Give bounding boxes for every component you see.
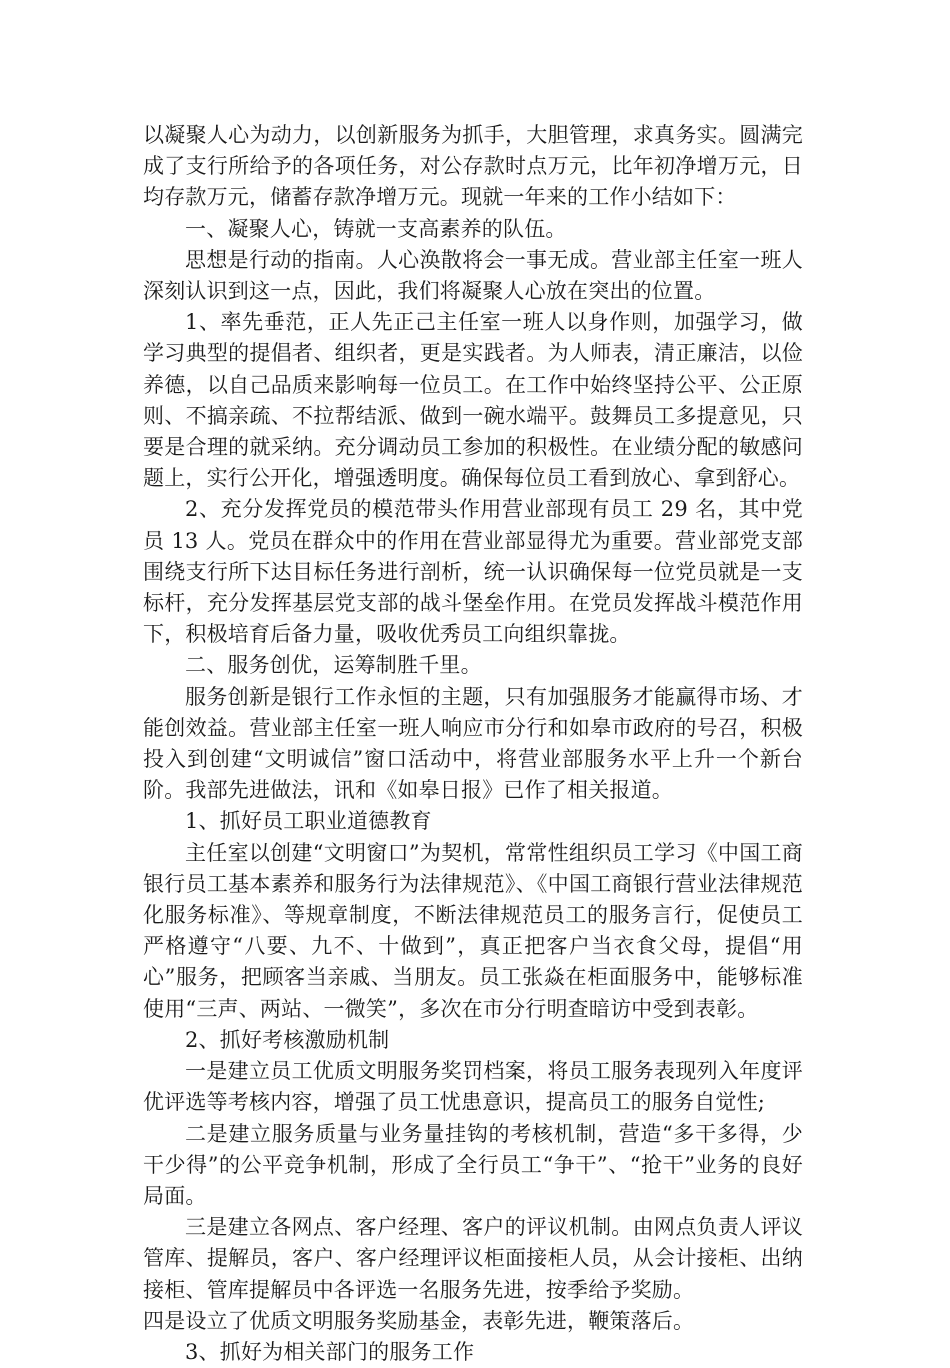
paragraph: 思想是行动的指南。人心涣散将会一事无成。营业部主任室一班人深刻认识到这一点，因此，我们将凝聚人心放在突出的位置。 — [143, 247, 803, 304]
document-body — [143, 120, 803, 1368]
paragraph: 一是建立员工优质文明服务奖罚档案，将员工服务表现列入年度评优评选等考核内容，增强了员工忧患意识，提高员工的服务自觉性; — [143, 1059, 803, 1115]
paragraph: 2、充分发挥党员的模范带头作用营业部现有员工 29 名，其中党员 13 人。党员在群众中的作用在营业部显得尤为重要。营业部党支部围绕支行所下达目标任务进行剖析，统一认识确保每一位党员就是一支标杆，充分发挥基层党支部的战斗堡垒作用。在党员发挥战斗模范作用下，积极培育后备力量，吸收优秀员工向组织靠拢。 — [143, 497, 803, 647]
section-heading-2: 二、服务创优，运筹制胜千里。 — [185, 653, 482, 678]
paragraph: 1、率先垂范，正人先正己主任室一班人以身作则，加强学习，做学习典型的提倡者、组织者，更是实践者。为人师表，清正廉洁，以俭养德，以自己品质来影响每一位员工。在工作中始终坚持公平、公正原则、不搞亲疏、不拉帮结派、做到一碗水端平。鼓舞员工多提意见，只要是合理的就采纳。充分调动员工参加的积极性。在业绩分配的敏感问题上，实行公开化，增强透明度。确保每位员工看到放心、拿到舒心。 — [143, 310, 803, 491]
paragraph: 二是建立服务质量与业务量挂钩的考核机制，营造“多干多得，少干少得”的公平竞争机制，形成了全行员工“争干”、“抢干”业务的良好局面。 — [143, 1121, 803, 1208]
paragraph: 四是设立了优质文明服务奖励基金，表彰先进，鞭策落后。 — [143, 1308, 695, 1333]
paragraph: 主任室以创建“文明窗口”为契机，常常性组织员工学习《中国工商银行员工基本素养和服务行为法律规范》、《中国工商银行营业法律规范化服务标准》、等规章制度，不断法律规范员工的服务言行，促使员工严格遵守“八要、九不、十做到”，真正把客户当衣食父母，提倡“用心”服务，把顾客当亲戚、当朋友。员工张焱在柜面服务中，能够标准使用“三声、两站、一微笑”，多次在市分行明查暗访中受到表彰。 — [143, 840, 803, 1021]
paragraph: 三是建立各网点、客户经理、客户的评议机制。由网点负责人评议管库、提解员，客户、客户经理评议柜面接柜人员，从会计接柜、出纳接柜、管库提解员中各评选一名服务先进，按季给予奖励。 — [143, 1215, 803, 1302]
subheading: 1、抓好员工职业道德教育 — [185, 809, 432, 834]
subheading: 2、抓好考核激励机制 — [185, 1027, 390, 1052]
section-heading-1: 一、凝聚人心，铸就一支高素养的队伍。 — [185, 216, 567, 241]
paragraph-intro: 以凝聚人心为动力，以创新服务为抓手，大胆管理，求真务实。圆满完成了支行所给予的各项任务，对公存款时点万元，比年初净增万元，日均存款万元，储蓄存款净增万元。现就一年来的工作小结如下： — [143, 123, 803, 210]
paragraph: 服务创新是银行工作永恒的主题，只有加强服务才能赢得市场、才能创效益。营业部主任室一班人响应市分行和如皋市政府的号召，积极投入到创建“文明诚信”窗口活动中，将营业部服务水平上升一个新台阶。我部先进做法，讯和《如皋日报》已作了相关报道。 — [143, 684, 803, 803]
subheading: 3、抓好为相关部门的服务工作 — [185, 1339, 475, 1364]
